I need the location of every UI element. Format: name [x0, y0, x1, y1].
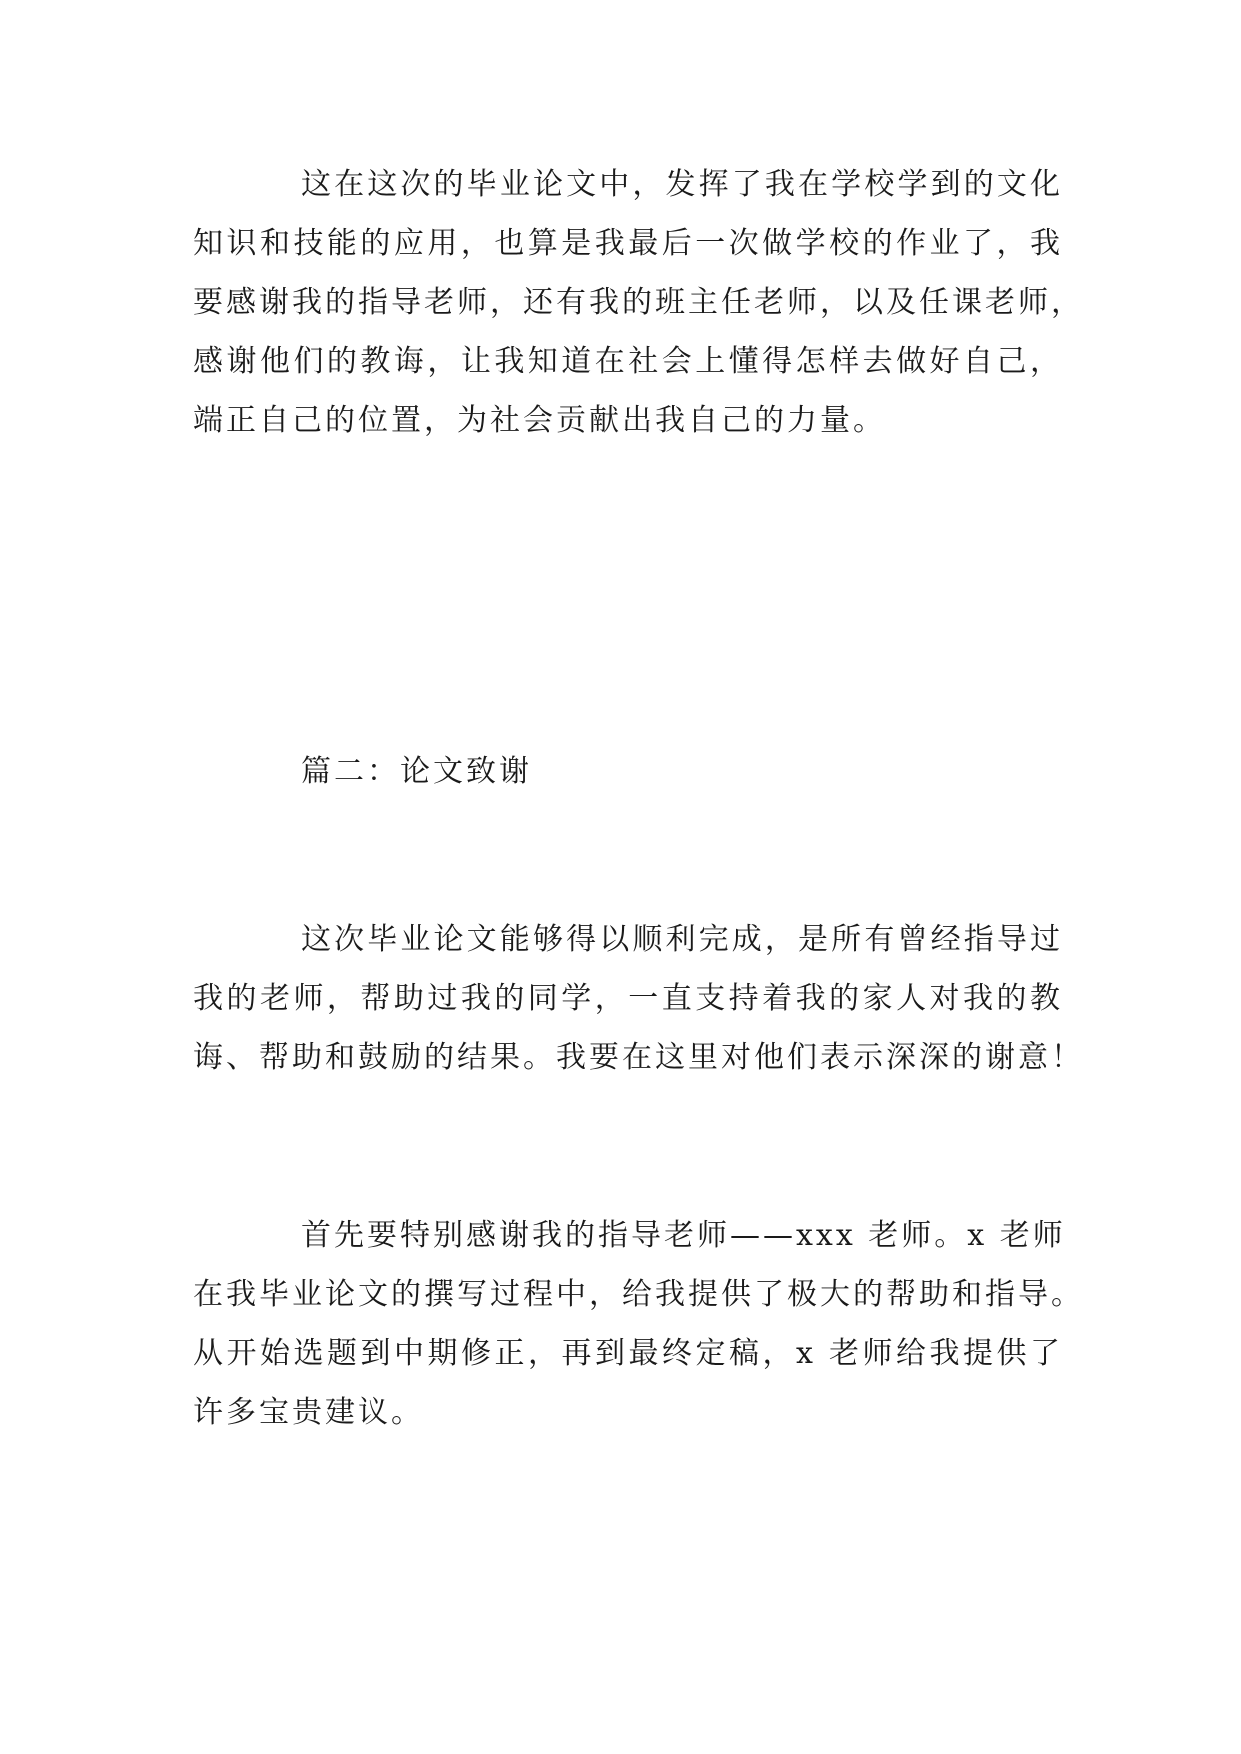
paragraph-acknowledgement-1: [193, 155, 1084, 450]
paragraph-line: 这在这次的毕业论文中，发挥了我在学校学到的文化: [301, 167, 1063, 202]
section-heading: 篇二：论文致谢: [301, 754, 532, 789]
paragraph-line: 诲、帮助和鼓励的结果。我要在这里对他们表示深深的谢意！: [193, 1040, 1084, 1075]
paragraph-line: 端正自己的位置，为社会贡献出我自己的力量。: [193, 403, 886, 438]
paragraph-line: 知识和技能的应用，也算是我最后一次做学校的作业了，我: [193, 226, 1063, 261]
paragraph-line: 感谢他们的教诲，让我知道在社会上懂得怎样去做好自己，: [193, 344, 1063, 379]
paragraph-line: 要感谢我的指导老师，还有我的班主任老师，以及任课老师，: [193, 285, 1084, 320]
paragraph-line: 许多宝贵建议。: [193, 1395, 424, 1430]
paragraph-line: 这次毕业论文能够得以顺利完成，是所有曾经指导过: [301, 922, 1063, 957]
paragraph-line: 首先要特别感谢我的指导老师——xxx 老师。x 老师: [301, 1218, 1066, 1253]
paragraph-line: 我的老师，帮助过我的同学，一直支持着我的家人对我的教: [193, 981, 1063, 1016]
paragraph-line: 从开始选题到中期修正，再到最终定稿，x 老师给我提供了: [193, 1336, 1063, 1371]
paragraph-acknowledgement-3: [193, 1206, 1084, 1442]
paragraph-acknowledgement-2: [193, 910, 1084, 1087]
paragraph-line: 在我毕业论文的撰写过程中，给我提供了极大的帮助和指导。: [193, 1277, 1084, 1312]
